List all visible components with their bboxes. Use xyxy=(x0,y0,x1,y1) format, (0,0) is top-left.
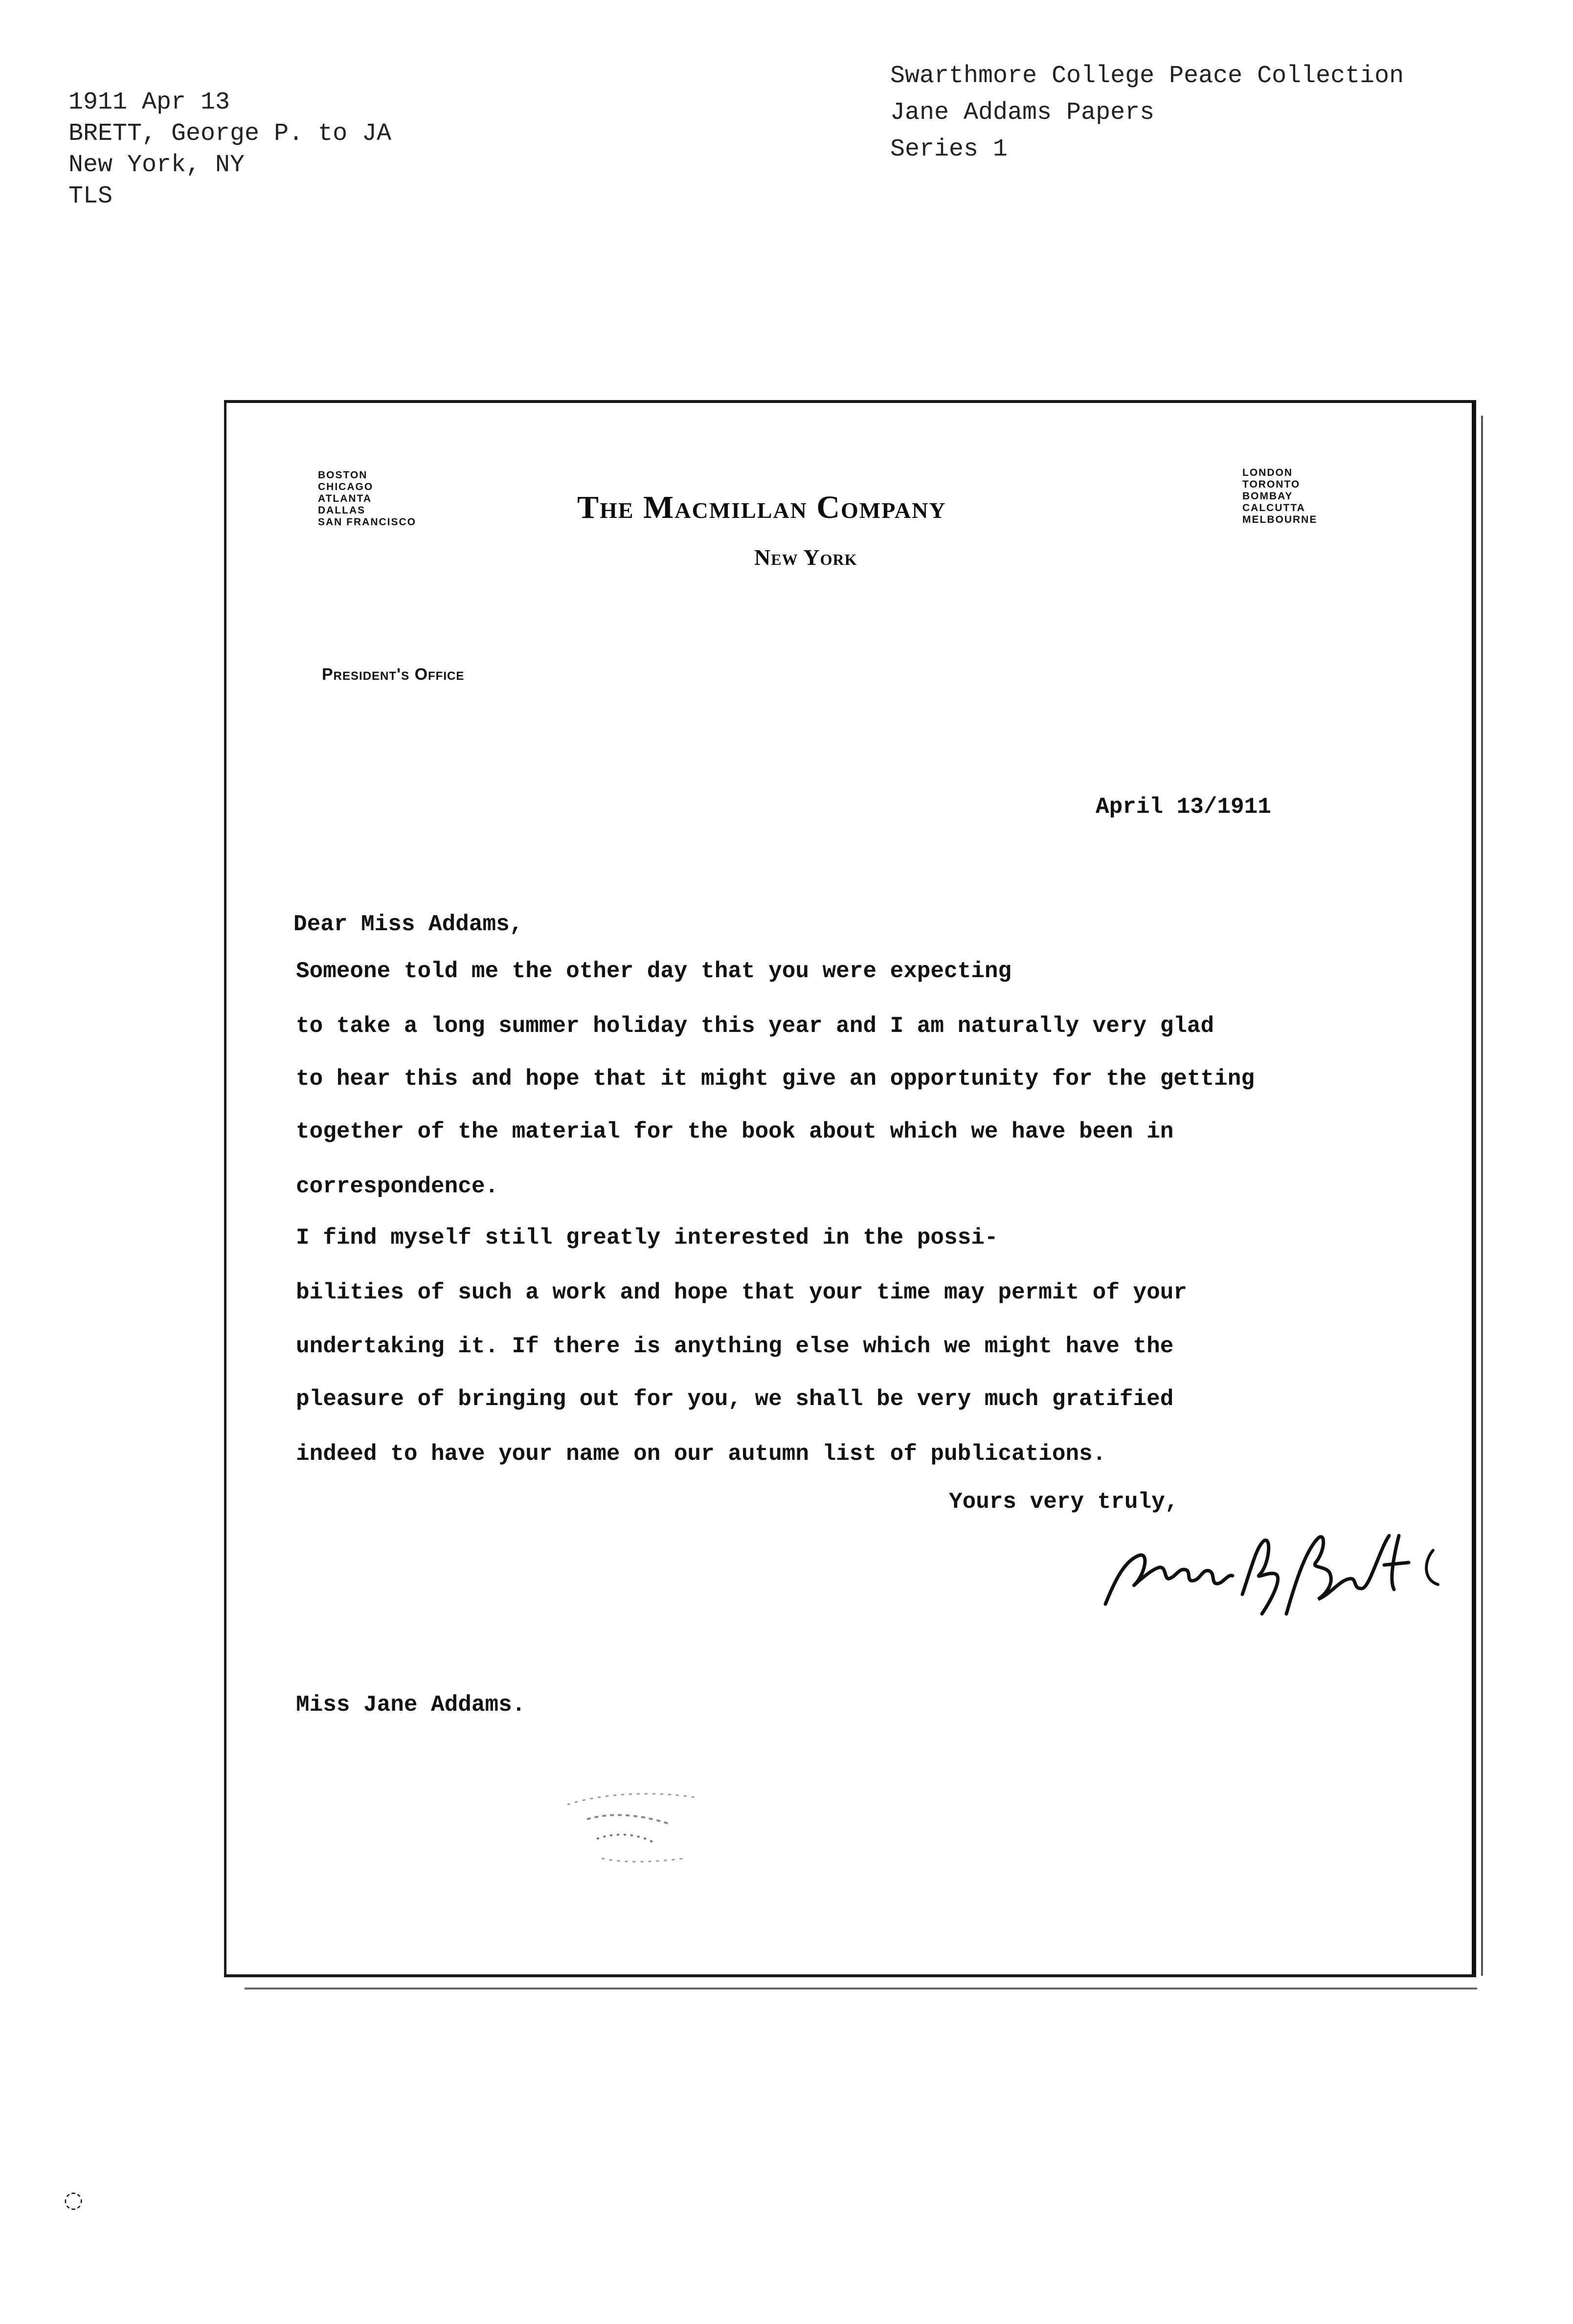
letterhead-cities-right xyxy=(1242,467,1317,526)
body-line: indeed to have your name on our autumn list of publications. xyxy=(296,1441,1106,1467)
body-line: together of the material for the book about which we have been in xyxy=(296,1119,1174,1144)
collection-name: Swarthmore College Peace Collection xyxy=(890,62,1404,90)
catalog-type: TLS xyxy=(68,182,113,210)
city-item: BOSTON xyxy=(318,469,368,481)
city-item: LONDON xyxy=(1242,467,1293,478)
city-item: CHICAGO xyxy=(318,481,374,492)
city-item: MELBOURNE xyxy=(1242,514,1318,525)
emboss-smudge xyxy=(558,1785,704,1883)
body-line: pleasure of bringing out for you, we shall be very much gratified xyxy=(296,1386,1174,1412)
signature-stroke xyxy=(1286,1536,1409,1614)
signature-stroke xyxy=(1105,1555,1233,1604)
sheet-edge-bottom xyxy=(245,1988,1477,1989)
sheet-edge-right xyxy=(1481,416,1483,1976)
letter-salutation: Dear Miss Addams, xyxy=(293,912,523,937)
body-line: correspondence. xyxy=(296,1174,499,1199)
company-city: New York xyxy=(754,545,857,570)
papers-name: Jane Addams Papers xyxy=(890,99,1155,127)
series-name: Series 1 xyxy=(890,135,1008,163)
signature-image xyxy=(1096,1521,1448,1629)
signature-stroke xyxy=(1426,1550,1438,1585)
letter-recipient: Miss Jane Addams. xyxy=(296,1692,526,1718)
body-line: I find myself still greatly interested in the possi- xyxy=(296,1225,998,1251)
catalog-date: 1911 Apr 13 xyxy=(68,89,230,116)
body-line: bilities of such a work and hope that your time may permit of your xyxy=(296,1280,1187,1305)
city-item: SAN FRANCISCO xyxy=(318,516,417,528)
body-line: to hear this and hope that it might give an opportunity for the getting xyxy=(296,1066,1255,1092)
city-item: BOMBAY xyxy=(1242,491,1293,502)
catalog-info-left xyxy=(68,87,391,212)
city-item: TORONTO xyxy=(1242,479,1301,490)
body-line: Someone told me the other day that you were expecting xyxy=(296,959,1012,984)
presidents-office-label: President's Office xyxy=(322,665,465,684)
corner-mark: ◌ xyxy=(64,2186,84,2212)
letterhead-cities-left xyxy=(318,469,416,528)
catalog-info-right xyxy=(890,58,1404,168)
body-line: undertaking it. If there is anything else which we might have the xyxy=(296,1334,1174,1359)
city-item: ATLANTA xyxy=(318,493,372,504)
letter-date: April 13/1911 xyxy=(1096,794,1271,820)
city-item: CALCUTTA xyxy=(1242,502,1305,514)
city-item: DALLAS xyxy=(318,505,366,516)
company-name: The Macmillan Company xyxy=(577,490,946,525)
letter-closing: Yours very truly, xyxy=(949,1489,1179,1515)
catalog-correspondents: BRETT, George P. to JA xyxy=(68,120,392,148)
body-line: to take a long summer holiday this year and I am naturally very glad xyxy=(296,1013,1214,1039)
catalog-place: New York, NY xyxy=(68,151,245,179)
signature-stroke xyxy=(1242,1540,1278,1614)
